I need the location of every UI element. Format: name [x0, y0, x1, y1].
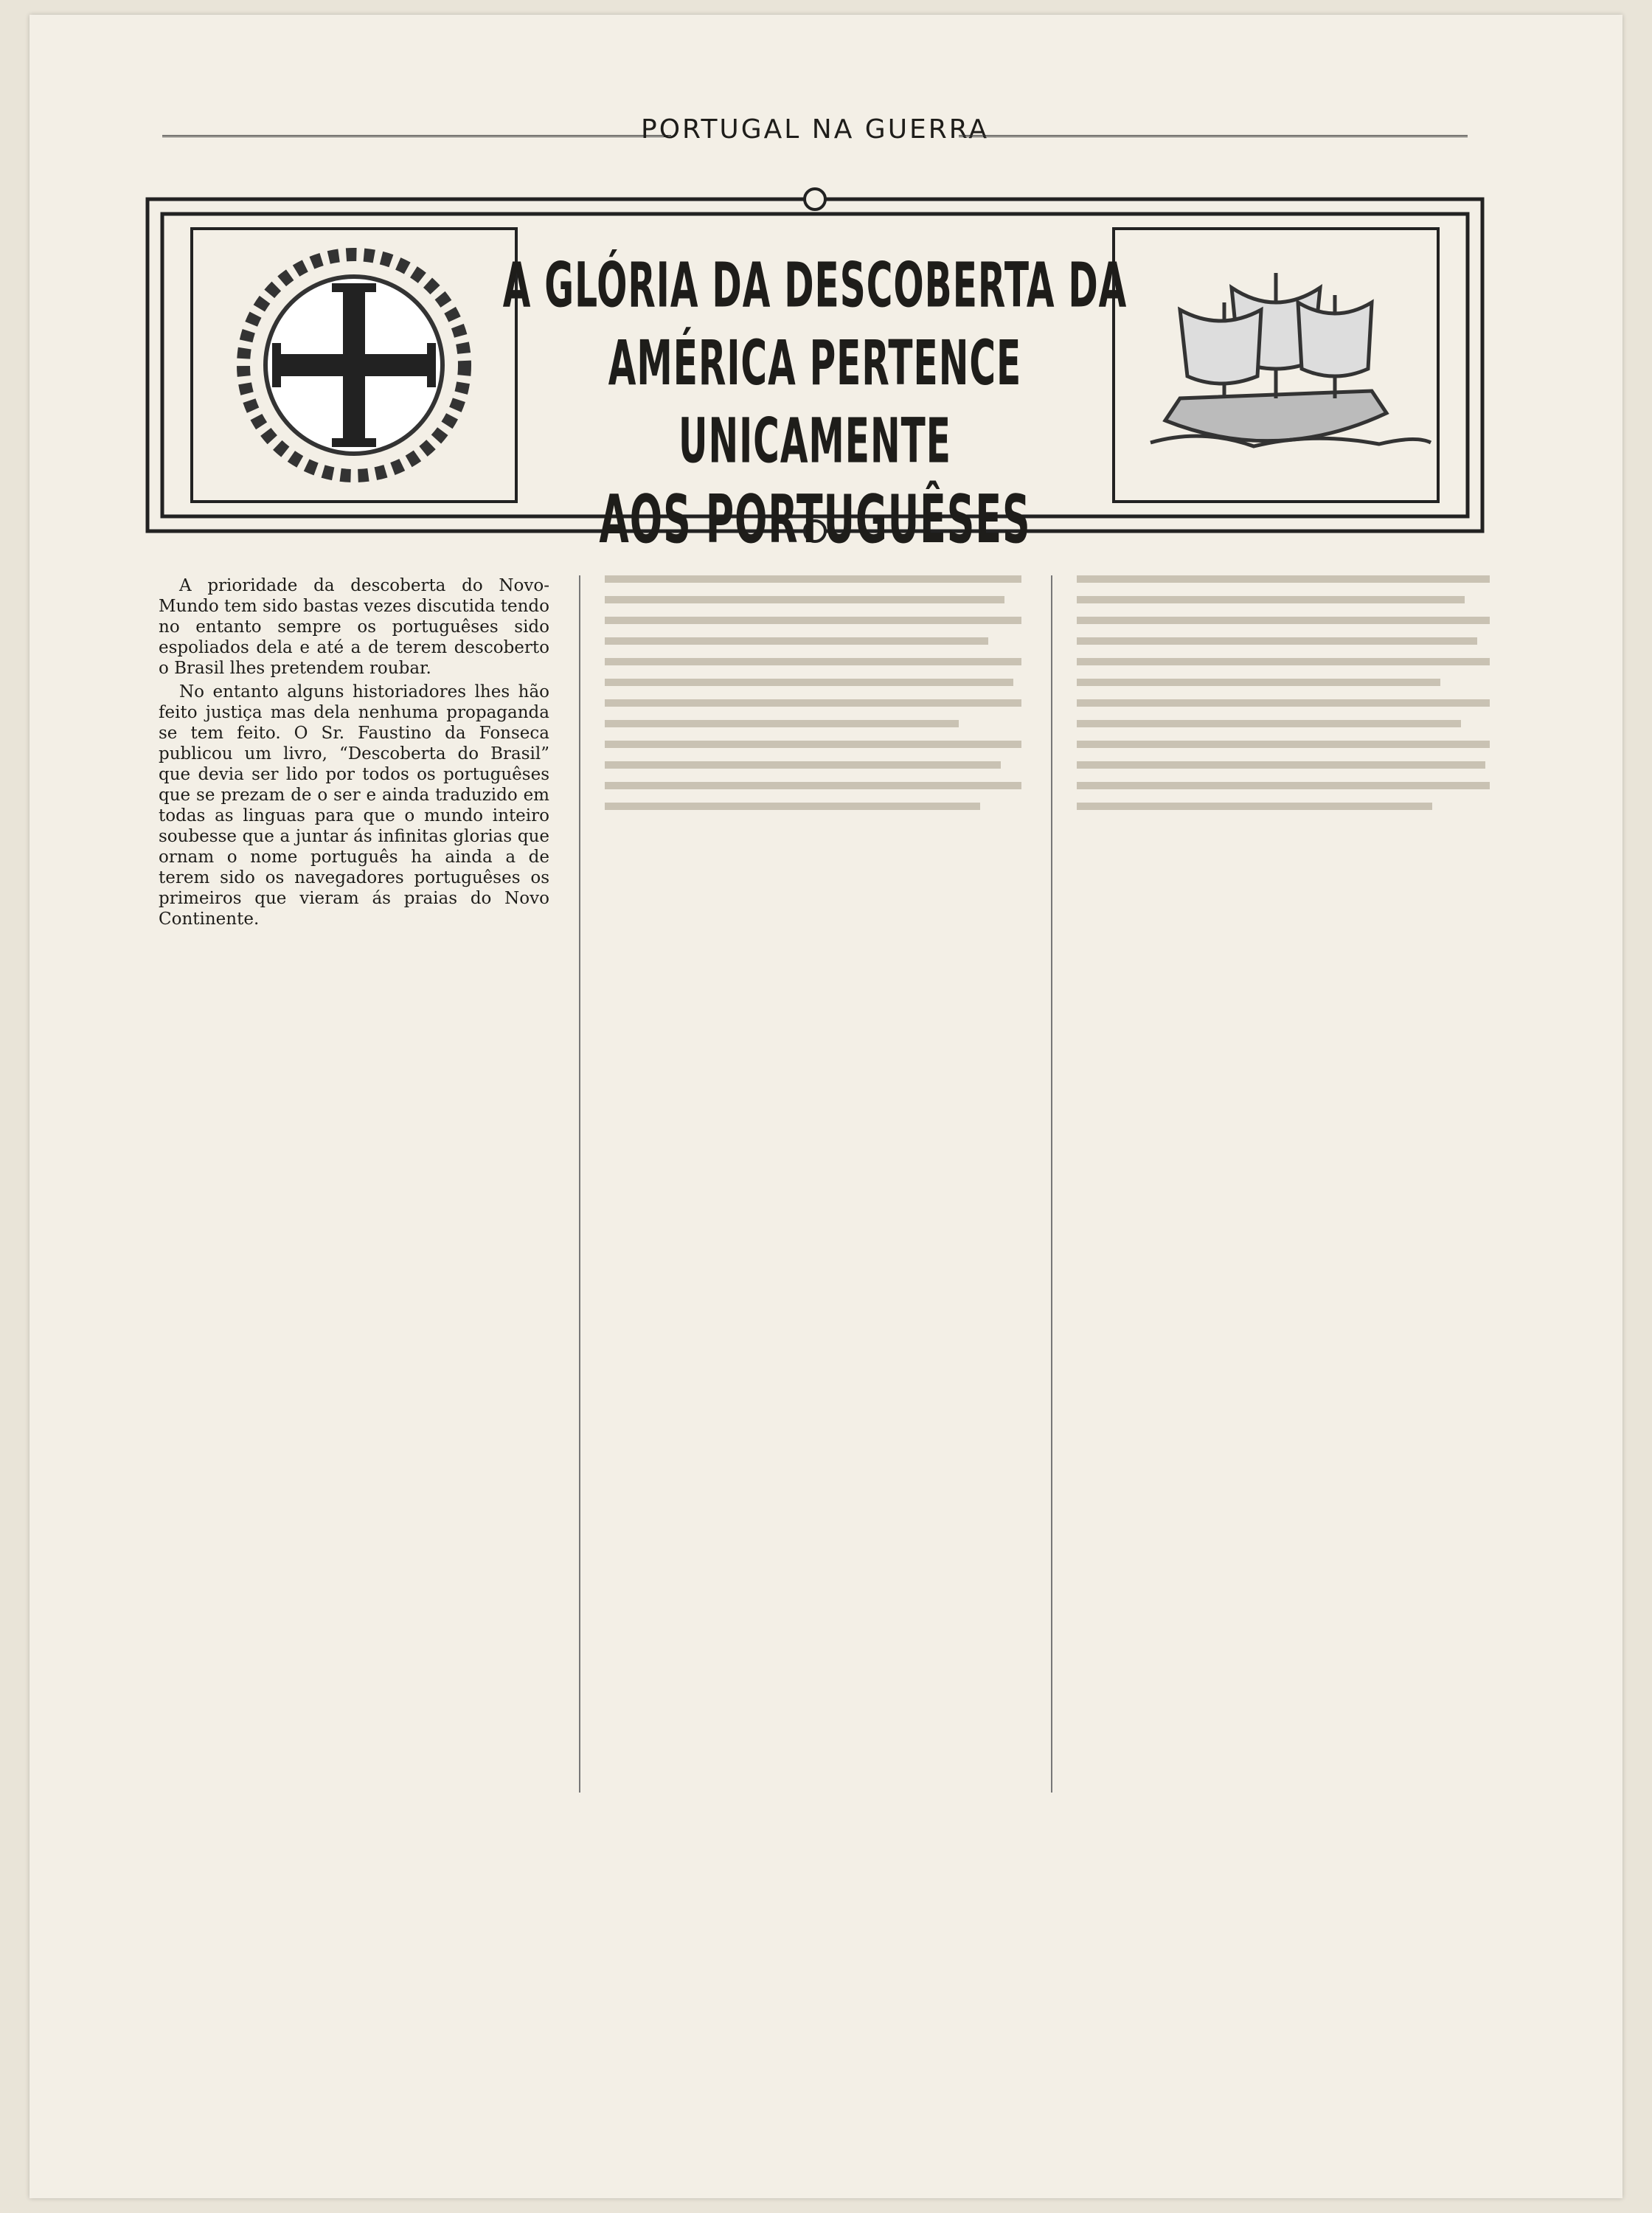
newspaper-page: [30, 15, 1622, 2198]
column-rule: [579, 575, 580, 1793]
header-rule-right: [959, 135, 1468, 137]
article-paragraph: A prioridade da descoberta do Novo-Mundo tem sido bastas vezes discutida tendo no entanto sempre os portuguêses sido espoliados dela e até a de terem descoberto o Brasil lhes pretendem roubar.: [159, 576, 549, 678]
article-paragraph: No entanto alguns historiadores lhes hão feito justiça mas dela nenhuma propaganda se tem feito. O Sr. Faustino da Fonseca publicou um livro, “Descoberta do Brasil” que devia ser lido por todos os portuguêses que se prezam de o ser e ainda traduzido em todas as linguas para que o mundo inteiro soubesse que a juntar ás infinitas glorias que ornam o nome português ha ainda a de terem sido os navegadores portuguêses os primeiros que vieram ás praias do Novo Continente.: [159, 682, 549, 929]
headline-frame: [133, 177, 1497, 558]
running-title: PORTUGAL NA GUERRA: [641, 114, 989, 145]
column-rule: [1051, 575, 1052, 1793]
running-header: [162, 114, 1468, 159]
headline-line: AMÉRICA PERTENCE UNICAMENTE: [608, 327, 1022, 477]
article-column-1: [159, 575, 549, 932]
headline-line: A GLÓRIA DA DESCOBERTA DA: [502, 249, 1128, 322]
headline-line: AOS PORTUGUÊSES: [599, 480, 1031, 558]
page-headline: [502, 247, 1128, 558]
